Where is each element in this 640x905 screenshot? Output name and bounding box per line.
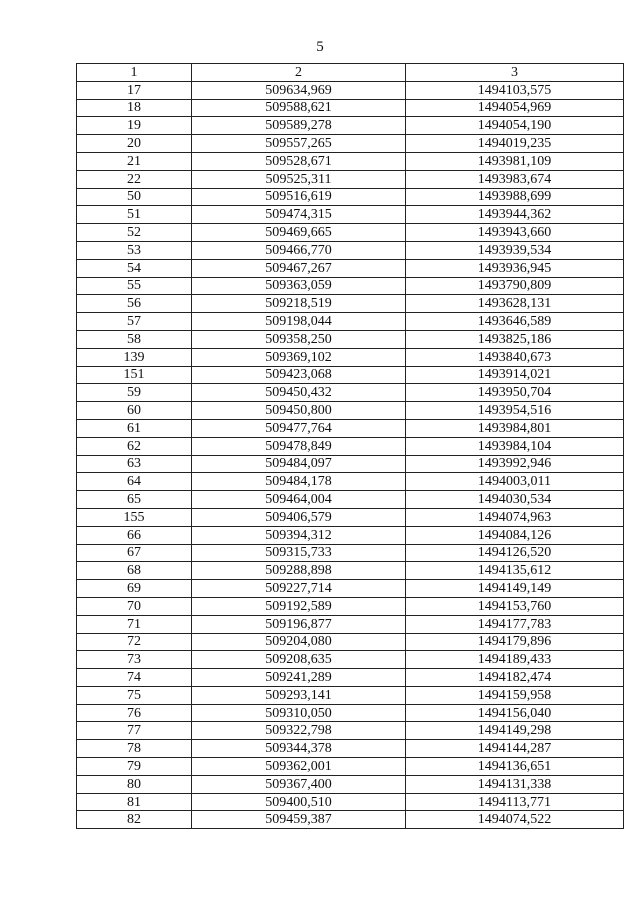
- cell-point-number: 71: [77, 615, 192, 633]
- table-row: [77, 135, 624, 153]
- table-row: [77, 170, 624, 188]
- cell-point-number: 70: [77, 597, 192, 615]
- cell-x-coordinate: 509423,068: [192, 366, 406, 384]
- cell-y-coordinate: 1493840,673: [406, 348, 624, 366]
- cell-point-number: 51: [77, 206, 192, 224]
- table-row: [77, 241, 624, 259]
- table-row: [77, 722, 624, 740]
- cell-x-coordinate: 509474,315: [192, 206, 406, 224]
- cell-x-coordinate: 509293,141: [192, 686, 406, 704]
- table-row: [77, 99, 624, 117]
- table-row: [77, 793, 624, 811]
- cell-x-coordinate: 509477,764: [192, 419, 406, 437]
- table-row: [77, 580, 624, 598]
- cell-y-coordinate: 1494156,040: [406, 704, 624, 722]
- table-row: [77, 615, 624, 633]
- cell-point-number: 21: [77, 152, 192, 170]
- cell-point-number: 53: [77, 241, 192, 259]
- cell-y-coordinate: 1493939,534: [406, 241, 624, 259]
- cell-x-coordinate: 509315,733: [192, 544, 406, 562]
- cell-point-number: 56: [77, 295, 192, 313]
- cell-point-number: 80: [77, 775, 192, 793]
- cell-point-number: 60: [77, 402, 192, 420]
- cell-x-coordinate: 509288,898: [192, 562, 406, 580]
- cell-x-coordinate: 509192,589: [192, 597, 406, 615]
- column-header-x-coordinate: 2: [192, 64, 406, 82]
- cell-point-number: 68: [77, 562, 192, 580]
- cell-point-number: 69: [77, 580, 192, 598]
- cell-point-number: 75: [77, 686, 192, 704]
- table-row: [77, 597, 624, 615]
- cell-x-coordinate: 509362,001: [192, 758, 406, 776]
- cell-y-coordinate: 1494019,235: [406, 135, 624, 153]
- cell-point-number: 54: [77, 259, 192, 277]
- table-row: [77, 152, 624, 170]
- cell-point-number: 58: [77, 330, 192, 348]
- cell-point-number: 77: [77, 722, 192, 740]
- cell-x-coordinate: 509528,671: [192, 152, 406, 170]
- cell-y-coordinate: 1493646,589: [406, 313, 624, 331]
- cell-point-number: 17: [77, 81, 192, 99]
- table-row: [77, 544, 624, 562]
- cell-x-coordinate: 509478,849: [192, 437, 406, 455]
- table-row: [77, 366, 624, 384]
- table-row: [77, 348, 624, 366]
- cell-x-coordinate: 509363,059: [192, 277, 406, 295]
- cell-x-coordinate: 509516,619: [192, 188, 406, 206]
- cell-x-coordinate: 509459,387: [192, 811, 406, 829]
- table-row: [77, 758, 624, 776]
- cell-point-number: 155: [77, 508, 192, 526]
- cell-y-coordinate: 1494054,190: [406, 117, 624, 135]
- cell-y-coordinate: 1493914,021: [406, 366, 624, 384]
- table-row: [77, 775, 624, 793]
- table-row: [77, 81, 624, 99]
- cell-point-number: 65: [77, 491, 192, 509]
- cell-y-coordinate: 1493944,362: [406, 206, 624, 224]
- cell-x-coordinate: 509198,044: [192, 313, 406, 331]
- cell-y-coordinate: 1494003,011: [406, 473, 624, 491]
- table-row: [77, 313, 624, 331]
- cell-y-coordinate: 1493954,516: [406, 402, 624, 420]
- cell-x-coordinate: 509218,519: [192, 295, 406, 313]
- cell-y-coordinate: 1493988,699: [406, 188, 624, 206]
- cell-point-number: 66: [77, 526, 192, 544]
- cell-y-coordinate: 1493790,809: [406, 277, 624, 295]
- cell-y-coordinate: 1493984,801: [406, 419, 624, 437]
- table-row: [77, 633, 624, 651]
- cell-x-coordinate: 509369,102: [192, 348, 406, 366]
- table-row: [77, 402, 624, 420]
- cell-point-number: 55: [77, 277, 192, 295]
- cell-y-coordinate: 1493983,674: [406, 170, 624, 188]
- cell-x-coordinate: 509208,635: [192, 651, 406, 669]
- cell-y-coordinate: 1494136,651: [406, 758, 624, 776]
- table-row: [77, 437, 624, 455]
- table-row: [77, 491, 624, 509]
- cell-x-coordinate: 509406,579: [192, 508, 406, 526]
- cell-y-coordinate: 1494153,760: [406, 597, 624, 615]
- cell-y-coordinate: 1494074,963: [406, 508, 624, 526]
- table-row: [77, 277, 624, 295]
- table-row: [77, 206, 624, 224]
- table-row: [77, 526, 624, 544]
- cell-point-number: 76: [77, 704, 192, 722]
- cell-point-number: 59: [77, 384, 192, 402]
- cell-point-number: 151: [77, 366, 192, 384]
- cell-point-number: 61: [77, 419, 192, 437]
- cell-x-coordinate: 509634,969: [192, 81, 406, 99]
- cell-point-number: 57: [77, 313, 192, 331]
- cell-point-number: 82: [77, 811, 192, 829]
- cell-x-coordinate: 509450,800: [192, 402, 406, 420]
- cell-y-coordinate: 1493981,109: [406, 152, 624, 170]
- column-header-y-coordinate: 3: [406, 64, 624, 82]
- cell-y-coordinate: 1494149,149: [406, 580, 624, 598]
- table-row: [77, 384, 624, 402]
- cell-x-coordinate: 509588,621: [192, 99, 406, 117]
- cell-point-number: 67: [77, 544, 192, 562]
- cell-x-coordinate: 509469,665: [192, 224, 406, 242]
- cell-point-number: 64: [77, 473, 192, 491]
- cell-x-coordinate: 509241,289: [192, 669, 406, 687]
- table-row: [77, 686, 624, 704]
- column-header-point-number: 1: [77, 64, 192, 82]
- table-row: [77, 562, 624, 580]
- cell-y-coordinate: 1493992,946: [406, 455, 624, 473]
- cell-y-coordinate: 1494189,433: [406, 651, 624, 669]
- cell-y-coordinate: 1493825,186: [406, 330, 624, 348]
- cell-x-coordinate: 509322,798: [192, 722, 406, 740]
- cell-y-coordinate: 1494084,126: [406, 526, 624, 544]
- coordinates-table: [76, 63, 624, 829]
- cell-point-number: 20: [77, 135, 192, 153]
- table-row: [77, 117, 624, 135]
- cell-x-coordinate: 509466,770: [192, 241, 406, 259]
- cell-y-coordinate: 1494179,896: [406, 633, 624, 651]
- cell-x-coordinate: 509394,312: [192, 526, 406, 544]
- table-row: [77, 508, 624, 526]
- cell-y-coordinate: 1494054,969: [406, 99, 624, 117]
- cell-y-coordinate: 1493950,704: [406, 384, 624, 402]
- cell-y-coordinate: 1494126,520: [406, 544, 624, 562]
- cell-point-number: 73: [77, 651, 192, 669]
- cell-y-coordinate: 1494135,612: [406, 562, 624, 580]
- cell-point-number: 72: [77, 633, 192, 651]
- cell-y-coordinate: 1493628,131: [406, 295, 624, 313]
- cell-point-number: 62: [77, 437, 192, 455]
- cell-x-coordinate: 509484,097: [192, 455, 406, 473]
- page-number: 5: [316, 39, 324, 55]
- table-body: [77, 81, 624, 828]
- table-row: [77, 295, 624, 313]
- table-row: [77, 188, 624, 206]
- table-row: [77, 330, 624, 348]
- cell-x-coordinate: 509196,877: [192, 615, 406, 633]
- cell-x-coordinate: 509358,250: [192, 330, 406, 348]
- cell-y-coordinate: 1494074,522: [406, 811, 624, 829]
- cell-y-coordinate: 1494113,771: [406, 793, 624, 811]
- cell-point-number: 63: [77, 455, 192, 473]
- cell-x-coordinate: 509344,378: [192, 740, 406, 758]
- cell-y-coordinate: 1494149,298: [406, 722, 624, 740]
- table-row: [77, 473, 624, 491]
- table-row: [77, 811, 624, 829]
- cell-x-coordinate: 509204,080: [192, 633, 406, 651]
- table-row: [77, 419, 624, 437]
- cell-x-coordinate: 509484,178: [192, 473, 406, 491]
- cell-x-coordinate: 509557,265: [192, 135, 406, 153]
- cell-y-coordinate: 1494177,783: [406, 615, 624, 633]
- cell-y-coordinate: 1493936,945: [406, 259, 624, 277]
- cell-y-coordinate: 1494030,534: [406, 491, 624, 509]
- cell-point-number: 50: [77, 188, 192, 206]
- table-row: [77, 740, 624, 758]
- table-row: [77, 455, 624, 473]
- table-row: [77, 651, 624, 669]
- cell-x-coordinate: 509589,278: [192, 117, 406, 135]
- cell-point-number: 78: [77, 740, 192, 758]
- table-header-row: [77, 64, 624, 82]
- table-row: [77, 259, 624, 277]
- table-row: [77, 669, 624, 687]
- cell-y-coordinate: 1494131,338: [406, 775, 624, 793]
- cell-point-number: 74: [77, 669, 192, 687]
- cell-x-coordinate: 509227,714: [192, 580, 406, 598]
- cell-point-number: 81: [77, 793, 192, 811]
- cell-y-coordinate: 1494159,958: [406, 686, 624, 704]
- cell-x-coordinate: 509525,311: [192, 170, 406, 188]
- table-row: [77, 224, 624, 242]
- cell-x-coordinate: 509367,400: [192, 775, 406, 793]
- cell-y-coordinate: 1494144,287: [406, 740, 624, 758]
- cell-x-coordinate: 509464,004: [192, 491, 406, 509]
- cell-point-number: 19: [77, 117, 192, 135]
- cell-x-coordinate: 509467,267: [192, 259, 406, 277]
- cell-x-coordinate: 509450,432: [192, 384, 406, 402]
- cell-y-coordinate: 1493984,104: [406, 437, 624, 455]
- cell-y-coordinate: 1494103,575: [406, 81, 624, 99]
- cell-y-coordinate: 1493943,660: [406, 224, 624, 242]
- cell-y-coordinate: 1494182,474: [406, 669, 624, 687]
- cell-x-coordinate: 509400,510: [192, 793, 406, 811]
- cell-point-number: 22: [77, 170, 192, 188]
- cell-point-number: 79: [77, 758, 192, 776]
- cell-x-coordinate: 509310,050: [192, 704, 406, 722]
- cell-point-number: 139: [77, 348, 192, 366]
- cell-point-number: 52: [77, 224, 192, 242]
- table-row: [77, 704, 624, 722]
- cell-point-number: 18: [77, 99, 192, 117]
